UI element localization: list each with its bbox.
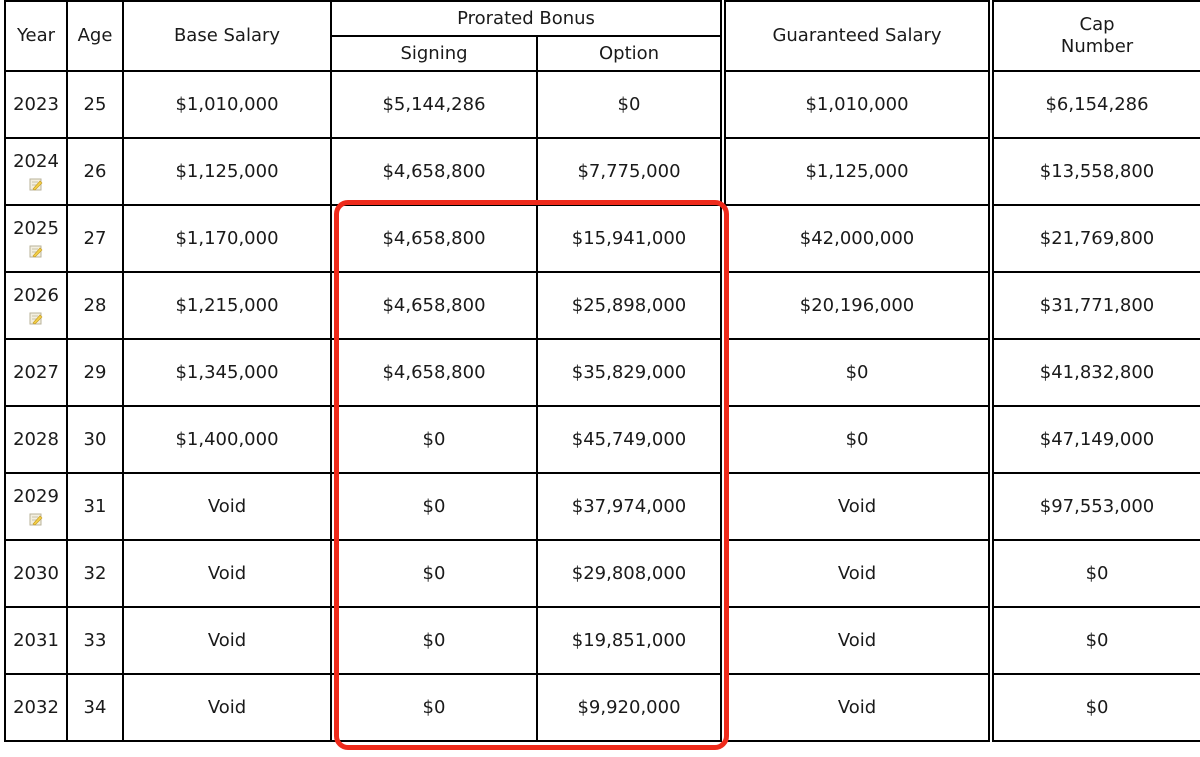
cell-age: 34 bbox=[67, 674, 123, 741]
cell-option-bonus: $25,898,000 bbox=[537, 272, 723, 339]
cell-option-bonus: $7,775,000 bbox=[537, 138, 723, 205]
contract-table-container bbox=[4, 0, 1200, 742]
cell-option-bonus: $35,829,000 bbox=[537, 339, 723, 406]
header-base-salary: Base Salary bbox=[123, 1, 331, 71]
cell-signing-bonus: $0 bbox=[331, 674, 537, 741]
cell-year bbox=[5, 205, 67, 272]
cell-guaranteed-salary: $0 bbox=[723, 339, 991, 406]
header-age: Age bbox=[67, 1, 123, 71]
cell-base-salary: $1,010,000 bbox=[123, 71, 331, 138]
cell-age: 33 bbox=[67, 607, 123, 674]
table-row bbox=[5, 272, 1200, 339]
header-cap-line1: Cap bbox=[1079, 14, 1115, 35]
header-row-top bbox=[5, 1, 1200, 36]
contract-table bbox=[4, 0, 1200, 742]
cell-age: 26 bbox=[67, 138, 123, 205]
header-cap-number bbox=[991, 1, 1200, 71]
cell-base-salary: $1,125,000 bbox=[123, 138, 331, 205]
cell-year bbox=[5, 674, 67, 741]
table-row bbox=[5, 71, 1200, 138]
cell-year bbox=[5, 473, 67, 540]
year-value: 2026 bbox=[13, 284, 59, 306]
cell-option-bonus: $19,851,000 bbox=[537, 607, 723, 674]
cell-age: 31 bbox=[67, 473, 123, 540]
cell-base-salary: Void bbox=[123, 473, 331, 540]
cell-cap-number: $0 bbox=[991, 607, 1200, 674]
cell-age: 30 bbox=[67, 406, 123, 473]
cell-age: 25 bbox=[67, 71, 123, 138]
cell-base-salary: Void bbox=[123, 674, 331, 741]
note-edit-icon[interactable] bbox=[29, 512, 43, 526]
cell-cap-number: $0 bbox=[991, 674, 1200, 741]
year-value: 2031 bbox=[13, 629, 59, 651]
year-value: 2025 bbox=[13, 217, 59, 239]
header-option: Option bbox=[537, 36, 723, 71]
cell-year bbox=[5, 138, 67, 205]
cell-guaranteed-salary: Void bbox=[723, 607, 991, 674]
cell-base-salary: $1,215,000 bbox=[123, 272, 331, 339]
cell-signing-bonus: $5,144,286 bbox=[331, 71, 537, 138]
cell-guaranteed-salary: $42,000,000 bbox=[723, 205, 991, 272]
cell-cap-number: $41,832,800 bbox=[991, 339, 1200, 406]
cell-cap-number: $6,154,286 bbox=[991, 71, 1200, 138]
cell-signing-bonus: $4,658,800 bbox=[331, 205, 537, 272]
cell-age: 32 bbox=[67, 540, 123, 607]
header-prorated-bonus: Prorated Bonus bbox=[331, 1, 723, 36]
cell-option-bonus: $9,920,000 bbox=[537, 674, 723, 741]
note-edit-icon[interactable] bbox=[29, 177, 43, 191]
cell-option-bonus: $15,941,000 bbox=[537, 205, 723, 272]
cell-signing-bonus: $4,658,800 bbox=[331, 339, 537, 406]
cell-year bbox=[5, 406, 67, 473]
cell-cap-number: $21,769,800 bbox=[991, 205, 1200, 272]
table-row bbox=[5, 205, 1200, 272]
cell-age: 28 bbox=[67, 272, 123, 339]
table-row bbox=[5, 138, 1200, 205]
cell-base-salary: $1,170,000 bbox=[123, 205, 331, 272]
cell-signing-bonus: $4,658,800 bbox=[331, 272, 537, 339]
cell-guaranteed-salary: $1,010,000 bbox=[723, 71, 991, 138]
cell-guaranteed-salary: $20,196,000 bbox=[723, 272, 991, 339]
year-value: 2028 bbox=[13, 428, 59, 450]
table-header bbox=[5, 1, 1200, 71]
cell-signing-bonus: $0 bbox=[331, 540, 537, 607]
cell-option-bonus: $45,749,000 bbox=[537, 406, 723, 473]
year-value: 2032 bbox=[13, 696, 59, 718]
header-year: Year bbox=[5, 1, 67, 71]
header-guaranteed-salary: Guaranteed Salary bbox=[723, 1, 991, 71]
table-row bbox=[5, 406, 1200, 473]
cell-guaranteed-salary: Void bbox=[723, 674, 991, 741]
table-row bbox=[5, 674, 1200, 741]
table-row bbox=[5, 473, 1200, 540]
cell-guaranteed-salary: Void bbox=[723, 540, 991, 607]
year-value: 2029 bbox=[13, 485, 59, 507]
year-value: 2030 bbox=[13, 562, 59, 584]
year-value: 2027 bbox=[13, 361, 59, 383]
table-row bbox=[5, 540, 1200, 607]
cell-base-salary: Void bbox=[123, 540, 331, 607]
cell-age: 29 bbox=[67, 339, 123, 406]
table-row bbox=[5, 607, 1200, 674]
cell-signing-bonus: $0 bbox=[331, 473, 537, 540]
cell-cap-number: $0 bbox=[991, 540, 1200, 607]
header-cap-line2: Number bbox=[1060, 36, 1134, 57]
cell-signing-bonus: $0 bbox=[331, 406, 537, 473]
cell-base-salary: $1,400,000 bbox=[123, 406, 331, 473]
cell-cap-number: $47,149,000 bbox=[991, 406, 1200, 473]
cell-option-bonus: $37,974,000 bbox=[537, 473, 723, 540]
cell-base-salary: Void bbox=[123, 607, 331, 674]
cell-year bbox=[5, 71, 67, 138]
header-signing: Signing bbox=[331, 36, 537, 71]
cell-year bbox=[5, 540, 67, 607]
cell-cap-number: $31,771,800 bbox=[991, 272, 1200, 339]
cell-option-bonus: $0 bbox=[537, 71, 723, 138]
table-row bbox=[5, 339, 1200, 406]
cell-guaranteed-salary: Void bbox=[723, 473, 991, 540]
cell-year bbox=[5, 272, 67, 339]
year-value: 2024 bbox=[13, 150, 59, 172]
cell-guaranteed-salary: $0 bbox=[723, 406, 991, 473]
cell-signing-bonus: $0 bbox=[331, 607, 537, 674]
note-edit-icon[interactable] bbox=[29, 244, 43, 258]
cell-guaranteed-salary: $1,125,000 bbox=[723, 138, 991, 205]
cell-option-bonus: $29,808,000 bbox=[537, 540, 723, 607]
cell-year bbox=[5, 607, 67, 674]
cell-age: 27 bbox=[67, 205, 123, 272]
cell-year bbox=[5, 339, 67, 406]
table-body bbox=[5, 71, 1200, 741]
year-value: 2023 bbox=[13, 93, 59, 115]
cell-cap-number: $97,553,000 bbox=[991, 473, 1200, 540]
cell-signing-bonus: $4,658,800 bbox=[331, 138, 537, 205]
cell-cap-number: $13,558,800 bbox=[991, 138, 1200, 205]
cell-base-salary: $1,345,000 bbox=[123, 339, 331, 406]
note-edit-icon[interactable] bbox=[29, 311, 43, 325]
